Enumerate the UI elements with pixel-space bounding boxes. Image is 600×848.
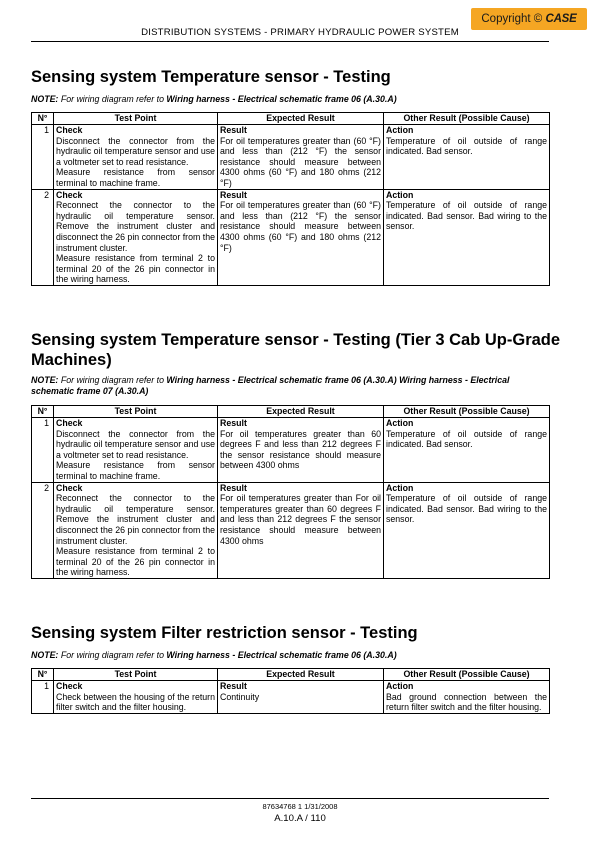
note-text: For wiring diagram refer to (58, 94, 167, 104)
test-point-cell (54, 681, 218, 714)
other-cell (384, 125, 550, 190)
footer-rule (31, 798, 549, 799)
copyright-text: Copyright © (481, 13, 543, 25)
col-header-expected: Expected Result (218, 669, 384, 681)
note-label: NOTE: (31, 650, 59, 660)
section-title-temperature: Sensing system Temperature sensor - Testing (31, 68, 391, 86)
expected-cell (218, 482, 384, 578)
note-temperature-tier3 (31, 375, 551, 397)
table-row (32, 189, 550, 285)
test-point-cell (54, 125, 218, 190)
result-text: For oil temperatures greater than (60 °F) and less than (212 °F) the sensor resistance should measure between 4300 ohms (60 °F) and 180 ohms (212 °F) (220, 200, 381, 253)
col-header-number: N° (32, 669, 54, 681)
check-label: Check (56, 681, 83, 691)
action-text: Temperature of oil outside of range indicated. Bad sensor. (386, 135, 547, 157)
col-header-test-point: Test Point (54, 406, 218, 418)
check-text: Reconnect the connector to the hydraulic oil temperature sensor. Remove the instrument cluster and disconnect the 26 pin connector from the instrument cluster. (56, 493, 215, 546)
step-number: 2 (32, 482, 54, 578)
col-header-expected: Expected Result (218, 406, 384, 418)
step-number: 2 (32, 189, 54, 285)
test-table-temperature (31, 112, 550, 286)
col-header-test-point: Test Point (54, 113, 218, 125)
table-row (32, 418, 550, 483)
result-text: Continuity (220, 691, 260, 702)
note-reference: Wiring harness - Electrical schematic frame 06 (A.30.A) (166, 650, 397, 660)
expected-cell (218, 418, 384, 483)
expected-cell (218, 125, 384, 190)
step-number: 1 (32, 125, 54, 190)
page-number: A.10.A / 110 (274, 813, 326, 824)
note-temperature (31, 94, 551, 105)
note-label: NOTE: (31, 375, 59, 385)
other-cell (384, 418, 550, 483)
action-text: Bad ground connection between the return filter switch and the filter housing. (386, 691, 547, 713)
other-cell (384, 681, 550, 714)
result-text: For oil temperatures greater than 60 degrees F and less than 212 degrees F the sensor resistance should measure between 4300 ohms (220, 428, 381, 471)
action-label: Action (386, 189, 414, 200)
test-point-cell (54, 418, 218, 483)
table-row (32, 681, 550, 714)
check-text-2: Measure resistance from sensor terminal to machine frame. (56, 167, 215, 188)
document-id: 87634768 1 1/31/2008 (262, 802, 338, 811)
test-table-temperature-tier3 (31, 405, 550, 579)
col-header-number: N° (32, 113, 54, 125)
action-label: Action (386, 418, 414, 428)
test-point-cell (54, 482, 218, 578)
note-filter-restriction (31, 650, 551, 661)
check-label: Check (56, 125, 83, 135)
result-text: For oil temperatures greater than (60 °F) and less than (212 °F) the sensor resistance should measure between 4300 ohms (60 °F) and 180 ohms (212 °F) (220, 135, 381, 188)
col-header-other: Other Result (Possible Cause) (384, 113, 550, 125)
brand-logo: CASE (545, 13, 577, 25)
action-label: Action (386, 681, 414, 691)
table-row (32, 125, 550, 190)
check-text-2: Measure resistance from terminal 2 to terminal 20 of the 26 pin connector in the wiring harness. (56, 546, 215, 578)
section-title-temperature-tier3: Sensing system Temperature sensor - Testing (Tier 3 Cab Up-Grade Machines) (31, 331, 561, 369)
other-cell (384, 482, 550, 578)
result-label: Result (220, 681, 247, 691)
check-text: Reconnect the connector to the hydraulic oil temperature sensor. Remove the instrument cluster and disconnect the 26 pin connector from the instrument cluster. (56, 200, 215, 253)
col-header-expected: Expected Result (218, 113, 384, 125)
col-header-other: Other Result (Possible Cause) (384, 669, 550, 681)
check-label: Check (56, 418, 83, 428)
check-label: Check (56, 189, 83, 200)
note-text: For wiring diagram refer to (58, 650, 167, 660)
section-title-filter-restriction: Sensing system Filter restriction sensor - Testing (31, 624, 418, 642)
col-header-number: N° (32, 406, 54, 418)
note-reference: Wiring harness - Electrical schematic frame 06 (A.30.A) Wiring harness - Electrical schematic frame 07 (A.30.A) (31, 375, 510, 396)
check-text: Disconnect the connector from the hydraulic oil temperature sensor and use a voltmeter set to read resistance. (56, 135, 215, 167)
result-label: Result (220, 125, 247, 135)
step-number: 1 (32, 681, 54, 714)
result-label: Result (220, 189, 247, 200)
col-header-other: Other Result (Possible Cause) (384, 406, 550, 418)
note-label: NOTE: (31, 94, 59, 104)
result-text: For oil temperatures greater than For oil temperatures greater than 60 degrees F and less than 212 degrees F the sensor resistance should measure between 4300 ohms (220, 493, 381, 546)
action-label: Action (386, 125, 414, 135)
action-label: Action (386, 482, 414, 493)
check-label: Check (56, 482, 83, 493)
check-text-2: Measure resistance from terminal 2 to terminal 20 of the 26 pin connector in the wiring harness. (56, 253, 215, 285)
action-text: Temperature of oil outside of range indicated. Bad sensor. Bad wiring to the sensor. (386, 493, 547, 525)
result-label: Result (220, 482, 247, 493)
expected-cell (218, 681, 384, 714)
test-table-filter-restriction (31, 668, 550, 714)
header-rule (31, 41, 549, 42)
table-row (32, 482, 550, 578)
expected-cell (218, 189, 384, 285)
check-text: Check between the housing of the return filter switch and the filter housing. (56, 691, 215, 713)
running-title: DISTRIBUTION SYSTEMS - PRIMARY HYDRAULIC POWER SYSTEM (141, 27, 459, 38)
action-text: Temperature of oil outside of range indicated. Bad sensor. (386, 428, 547, 450)
other-cell (384, 189, 550, 285)
note-text: For wiring diagram refer to (58, 375, 167, 385)
col-header-test-point: Test Point (54, 669, 218, 681)
result-label: Result (220, 418, 247, 428)
step-number: 1 (32, 418, 54, 483)
test-point-cell (54, 189, 218, 285)
check-text: Disconnect the connector from the hydraulic oil temperature sensor and use a voltmeter set to read resistance. (56, 428, 215, 460)
note-reference: Wiring harness - Electrical schematic frame 06 (A.30.A) (166, 94, 397, 104)
action-text: Temperature of oil outside of range indicated. Bad sensor. Bad wiring to the sensor. (386, 200, 547, 232)
check-text-2: Measure resistance from sensor terminal to machine frame. (56, 460, 215, 481)
